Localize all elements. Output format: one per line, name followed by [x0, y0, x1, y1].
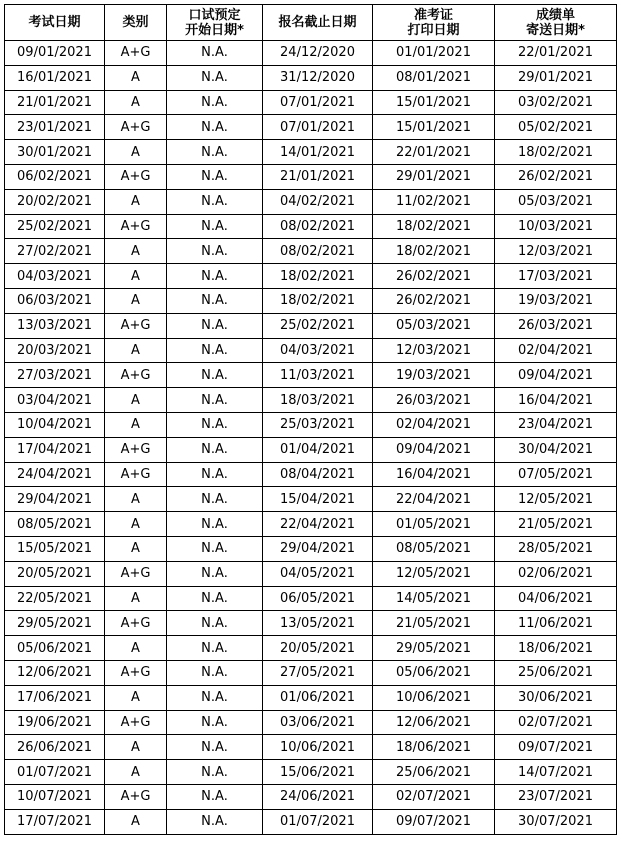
speaking-start-cell: N.A. [167, 809, 263, 834]
registration-deadline-cell: 31/12/2020 [263, 65, 373, 90]
result-mailing-cell: 02/06/2021 [495, 561, 617, 586]
table-body [5, 41, 617, 835]
speaking-start-cell: N.A. [167, 338, 263, 363]
registration-deadline-cell: 01/06/2021 [263, 685, 373, 710]
registration-deadline-cell: 13/05/2021 [263, 611, 373, 636]
category-cell: A [105, 338, 167, 363]
ticket-print-cell: 12/06/2021 [373, 710, 495, 735]
table-row [5, 735, 617, 760]
speaking-start-cell: N.A. [167, 90, 263, 115]
category-cell: A+G [105, 214, 167, 239]
table-row [5, 115, 617, 140]
registration-deadline-cell: 25/03/2021 [263, 412, 373, 437]
exam-date-cell: 27/02/2021 [5, 239, 105, 264]
result-mailing-cell: 18/06/2021 [495, 636, 617, 661]
category-cell: A+G [105, 784, 167, 809]
speaking-start-cell: N.A. [167, 264, 263, 289]
ticket-print-cell: 21/05/2021 [373, 611, 495, 636]
exam-date-cell: 10/04/2021 [5, 412, 105, 437]
exam-date-cell: 16/01/2021 [5, 65, 105, 90]
ticket-print-cell: 26/03/2021 [373, 388, 495, 413]
result-mailing-cell: 02/07/2021 [495, 710, 617, 735]
result-mailing-cell: 23/04/2021 [495, 412, 617, 437]
registration-deadline-cell: 10/06/2021 [263, 735, 373, 760]
ticket-print-cell: 12/05/2021 [373, 561, 495, 586]
header-line: 开始日期* [185, 22, 244, 38]
exam-date-cell: 05/06/2021 [5, 636, 105, 661]
header-line: 报名截止日期 [278, 15, 357, 30]
result-mailing-cell: 23/07/2021 [495, 784, 617, 809]
category-cell: A [105, 412, 167, 437]
registration-deadline-cell: 07/01/2021 [263, 115, 373, 140]
speaking-start-cell: N.A. [167, 760, 263, 785]
speaking-start-cell: N.A. [167, 65, 263, 90]
registration-deadline-cell: 18/02/2021 [263, 288, 373, 313]
exam-date-cell: 10/07/2021 [5, 784, 105, 809]
registration-deadline-cell: 01/07/2021 [263, 809, 373, 834]
table-row [5, 487, 617, 512]
header-line: 准考证 [413, 7, 453, 23]
table-row [5, 611, 617, 636]
registration-deadline-cell: 24/12/2020 [263, 41, 373, 66]
exam-schedule-sheet [4, 4, 616, 835]
result-mailing-cell: 26/02/2021 [495, 164, 617, 189]
registration-deadline-cell: 11/03/2021 [263, 363, 373, 388]
table-row [5, 388, 617, 413]
ticket-print-cell: 15/01/2021 [373, 90, 495, 115]
registration-deadline-cell: 29/04/2021 [263, 536, 373, 561]
speaking-start-cell: N.A. [167, 214, 263, 239]
table-row [5, 140, 617, 165]
category-cell: A+G [105, 660, 167, 685]
exam-schedule-table [4, 4, 617, 835]
table-row [5, 65, 617, 90]
table-row [5, 90, 617, 115]
result-mailing-cell: 11/06/2021 [495, 611, 617, 636]
ticket-print-cell: 19/03/2021 [373, 363, 495, 388]
result-mailing-cell: 26/03/2021 [495, 313, 617, 338]
result-mailing-cell: 28/05/2021 [495, 536, 617, 561]
exam-date-cell: 08/05/2021 [5, 512, 105, 537]
ticket-print-cell: 22/01/2021 [373, 140, 495, 165]
registration-deadline-cell: 07/01/2021 [263, 90, 373, 115]
category-cell: A+G [105, 164, 167, 189]
exam-date-cell: 12/06/2021 [5, 660, 105, 685]
category-cell: A [105, 239, 167, 264]
registration-deadline-cell: 21/01/2021 [263, 164, 373, 189]
exam-date-cell: 19/06/2021 [5, 710, 105, 735]
exam-date-cell: 15/05/2021 [5, 536, 105, 561]
ticket-print-cell: 09/04/2021 [373, 437, 495, 462]
result-mailing-cell: 05/03/2021 [495, 189, 617, 214]
category-cell: A [105, 189, 167, 214]
exam-date-cell: 20/02/2021 [5, 189, 105, 214]
exam-date-cell: 22/05/2021 [5, 586, 105, 611]
result-mailing-cell: 30/07/2021 [495, 809, 617, 834]
registration-deadline-cell: 04/02/2021 [263, 189, 373, 214]
category-cell: A+G [105, 462, 167, 487]
category-cell: A [105, 536, 167, 561]
category-cell: A+G [105, 611, 167, 636]
table-row [5, 313, 617, 338]
table-row [5, 760, 617, 785]
speaking-start-cell: N.A. [167, 611, 263, 636]
registration-deadline-cell: 08/04/2021 [263, 462, 373, 487]
exam-date-cell: 25/02/2021 [5, 214, 105, 239]
speaking-start-cell: N.A. [167, 41, 263, 66]
table-header [5, 5, 617, 41]
header-line: 寄送日期* [526, 22, 585, 38]
exam-date-cell: 29/04/2021 [5, 487, 105, 512]
header-line: 考试日期 [28, 15, 81, 30]
category-cell: A [105, 487, 167, 512]
speaking-start-cell: N.A. [167, 735, 263, 760]
ticket-print-cell: 08/05/2021 [373, 536, 495, 561]
category-cell: A [105, 512, 167, 537]
category-cell: A+G [105, 363, 167, 388]
exam-date-cell: 17/07/2021 [5, 809, 105, 834]
table-row [5, 164, 617, 189]
ticket-print-cell: 29/01/2021 [373, 164, 495, 189]
table-row [5, 710, 617, 735]
result-mailing-cell: 12/05/2021 [495, 487, 617, 512]
ticket-print-cell: 22/04/2021 [373, 487, 495, 512]
table-row [5, 561, 617, 586]
exam-date-cell: 30/01/2021 [5, 140, 105, 165]
exam-date-cell: 27/03/2021 [5, 363, 105, 388]
speaking-start-cell: N.A. [167, 636, 263, 661]
table-row [5, 239, 617, 264]
table-row [5, 189, 617, 214]
registration-deadline-cell: 20/05/2021 [263, 636, 373, 661]
exam-date-cell: 23/01/2021 [5, 115, 105, 140]
result-mailing-cell: 22/01/2021 [495, 41, 617, 66]
category-cell: A [105, 735, 167, 760]
speaking-start-cell: N.A. [167, 462, 263, 487]
registration-deadline-cell: 25/02/2021 [263, 313, 373, 338]
exam-date-cell: 04/03/2021 [5, 264, 105, 289]
ticket-print-cell: 18/02/2021 [373, 214, 495, 239]
category-cell: A [105, 809, 167, 834]
header-exam-date [5, 5, 105, 41]
speaking-start-cell: N.A. [167, 660, 263, 685]
ticket-print-cell: 14/05/2021 [373, 586, 495, 611]
ticket-print-cell: 25/06/2021 [373, 760, 495, 785]
exam-date-cell: 03/04/2021 [5, 388, 105, 413]
category-cell: A [105, 288, 167, 313]
header-result-mailing-date [495, 5, 617, 41]
speaking-start-cell: N.A. [167, 288, 263, 313]
category-cell: A [105, 264, 167, 289]
header-line: 类别 [122, 15, 149, 30]
table-row [5, 264, 617, 289]
header-line: 口试预定 [188, 7, 241, 23]
result-mailing-cell: 21/05/2021 [495, 512, 617, 537]
header-speaking-start-date [167, 5, 263, 41]
registration-deadline-cell: 01/04/2021 [263, 437, 373, 462]
category-cell: A [105, 65, 167, 90]
exam-date-cell: 06/02/2021 [5, 164, 105, 189]
exam-date-cell: 21/01/2021 [5, 90, 105, 115]
registration-deadline-cell: 14/01/2021 [263, 140, 373, 165]
result-mailing-cell: 18/02/2021 [495, 140, 617, 165]
result-mailing-cell: 29/01/2021 [495, 65, 617, 90]
result-mailing-cell: 25/06/2021 [495, 660, 617, 685]
exam-date-cell: 26/06/2021 [5, 735, 105, 760]
speaking-start-cell: N.A. [167, 313, 263, 338]
table-row [5, 660, 617, 685]
speaking-start-cell: N.A. [167, 140, 263, 165]
header-line: 成绩单 [535, 7, 575, 23]
table-row [5, 512, 617, 537]
speaking-start-cell: N.A. [167, 437, 263, 462]
category-cell: A [105, 760, 167, 785]
table-row [5, 412, 617, 437]
table-row [5, 41, 617, 66]
speaking-start-cell: N.A. [167, 685, 263, 710]
result-mailing-cell: 04/06/2021 [495, 586, 617, 611]
registration-deadline-cell: 18/03/2021 [263, 388, 373, 413]
exam-date-cell: 29/05/2021 [5, 611, 105, 636]
exam-date-cell: 01/07/2021 [5, 760, 105, 785]
result-mailing-cell: 12/03/2021 [495, 239, 617, 264]
ticket-print-cell: 26/02/2021 [373, 288, 495, 313]
result-mailing-cell: 02/04/2021 [495, 338, 617, 363]
registration-deadline-cell: 18/02/2021 [263, 264, 373, 289]
table-row [5, 437, 617, 462]
speaking-start-cell: N.A. [167, 239, 263, 264]
registration-deadline-cell: 27/05/2021 [263, 660, 373, 685]
header-registration-deadline [263, 5, 373, 41]
ticket-print-cell: 02/07/2021 [373, 784, 495, 809]
speaking-start-cell: N.A. [167, 164, 263, 189]
registration-deadline-cell: 15/04/2021 [263, 487, 373, 512]
speaking-start-cell: N.A. [167, 388, 263, 413]
exam-date-cell: 13/03/2021 [5, 313, 105, 338]
header-admission-ticket-print-date [373, 5, 495, 41]
exam-date-cell: 06/03/2021 [5, 288, 105, 313]
ticket-print-cell: 26/02/2021 [373, 264, 495, 289]
exam-date-cell: 20/05/2021 [5, 561, 105, 586]
table-row [5, 685, 617, 710]
ticket-print-cell: 08/01/2021 [373, 65, 495, 90]
result-mailing-cell: 30/06/2021 [495, 685, 617, 710]
registration-deadline-cell: 04/03/2021 [263, 338, 373, 363]
table-row [5, 809, 617, 834]
exam-date-cell: 24/04/2021 [5, 462, 105, 487]
header-line: 打印日期 [407, 22, 460, 38]
ticket-print-cell: 02/04/2021 [373, 412, 495, 437]
ticket-print-cell: 01/01/2021 [373, 41, 495, 66]
ticket-print-cell: 11/02/2021 [373, 189, 495, 214]
result-mailing-cell: 16/04/2021 [495, 388, 617, 413]
category-cell: A [105, 388, 167, 413]
ticket-print-cell: 10/06/2021 [373, 685, 495, 710]
header-row [5, 5, 617, 41]
speaking-start-cell: N.A. [167, 710, 263, 735]
category-cell: A [105, 685, 167, 710]
table-row [5, 214, 617, 239]
ticket-print-cell: 16/04/2021 [373, 462, 495, 487]
speaking-start-cell: N.A. [167, 412, 263, 437]
result-mailing-cell: 05/02/2021 [495, 115, 617, 140]
exam-date-cell: 20/03/2021 [5, 338, 105, 363]
ticket-print-cell: 12/03/2021 [373, 338, 495, 363]
table-row [5, 363, 617, 388]
speaking-start-cell: N.A. [167, 536, 263, 561]
table-row [5, 536, 617, 561]
registration-deadline-cell: 22/04/2021 [263, 512, 373, 537]
result-mailing-cell: 17/03/2021 [495, 264, 617, 289]
category-cell: A+G [105, 41, 167, 66]
ticket-print-cell: 18/06/2021 [373, 735, 495, 760]
table-row [5, 636, 617, 661]
ticket-print-cell: 05/06/2021 [373, 660, 495, 685]
speaking-start-cell: N.A. [167, 363, 263, 388]
ticket-print-cell: 29/05/2021 [373, 636, 495, 661]
ticket-print-cell: 15/01/2021 [373, 115, 495, 140]
table-row [5, 338, 617, 363]
category-cell: A [105, 140, 167, 165]
result-mailing-cell: 09/07/2021 [495, 735, 617, 760]
category-cell: A+G [105, 437, 167, 462]
ticket-print-cell: 01/05/2021 [373, 512, 495, 537]
result-mailing-cell: 19/03/2021 [495, 288, 617, 313]
exam-date-cell: 09/01/2021 [5, 41, 105, 66]
ticket-print-cell: 18/02/2021 [373, 239, 495, 264]
category-cell: A+G [105, 313, 167, 338]
registration-deadline-cell: 08/02/2021 [263, 214, 373, 239]
category-cell: A+G [105, 115, 167, 140]
registration-deadline-cell: 04/05/2021 [263, 561, 373, 586]
result-mailing-cell: 03/02/2021 [495, 90, 617, 115]
speaking-start-cell: N.A. [167, 784, 263, 809]
result-mailing-cell: 14/07/2021 [495, 760, 617, 785]
table-row [5, 784, 617, 809]
result-mailing-cell: 09/04/2021 [495, 363, 617, 388]
ticket-print-cell: 05/03/2021 [373, 313, 495, 338]
result-mailing-cell: 07/05/2021 [495, 462, 617, 487]
ticket-print-cell: 09/07/2021 [373, 809, 495, 834]
exam-date-cell: 17/06/2021 [5, 685, 105, 710]
speaking-start-cell: N.A. [167, 487, 263, 512]
speaking-start-cell: N.A. [167, 115, 263, 140]
exam-date-cell: 17/04/2021 [5, 437, 105, 462]
table-row [5, 462, 617, 487]
category-cell: A+G [105, 710, 167, 735]
category-cell: A [105, 586, 167, 611]
speaking-start-cell: N.A. [167, 512, 263, 537]
category-cell: A+G [105, 561, 167, 586]
category-cell: A [105, 636, 167, 661]
table-row [5, 288, 617, 313]
registration-deadline-cell: 24/06/2021 [263, 784, 373, 809]
speaking-start-cell: N.A. [167, 189, 263, 214]
header-category [105, 5, 167, 41]
result-mailing-cell: 30/04/2021 [495, 437, 617, 462]
category-cell: A [105, 90, 167, 115]
registration-deadline-cell: 06/05/2021 [263, 586, 373, 611]
table-row [5, 586, 617, 611]
speaking-start-cell: N.A. [167, 561, 263, 586]
registration-deadline-cell: 03/06/2021 [263, 710, 373, 735]
speaking-start-cell: N.A. [167, 586, 263, 611]
registration-deadline-cell: 08/02/2021 [263, 239, 373, 264]
registration-deadline-cell: 15/06/2021 [263, 760, 373, 785]
result-mailing-cell: 10/03/2021 [495, 214, 617, 239]
